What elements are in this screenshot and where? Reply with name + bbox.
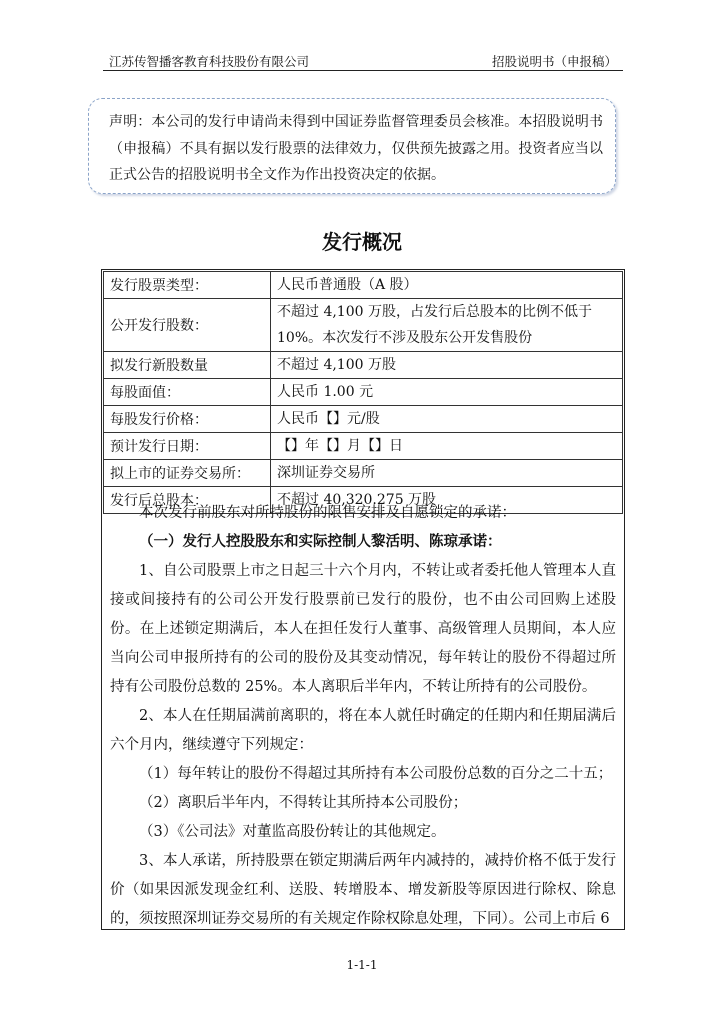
paragraph-3: 3、本人承诺，所持股票在锁定期满后两年内减持的，减持价格不低于发行价（如果因派发现金红利、送股、转增股本、增发新股等原因进行除权、除息的，须按照深圳证券交易所的有关规定作除权除息处理，下同）。公司上市后 6 [110,853,616,927]
intro-paragraph: 本次发行前股东对所持股份的限售安排及自愿锁定的承诺： [139,505,516,521]
row-value: 不超过 4,100 万股，占发行后总股本的比例不低于 10%。本次发行不涉及股东公开发售股份 [271,299,623,352]
row-value: 不超过 4,100 万股 [271,352,623,379]
row-label: 每股面值： [104,379,271,406]
table-row [104,352,623,379]
header-company: 江苏传智播客教育科技股份有限公司 [109,54,310,69]
row-label: 公开发行股数： [104,299,271,352]
row-value: 深圳证券交易所 [271,460,623,487]
row-label: 发行股票类型： [104,272,271,299]
page-title: 发行概况 [322,230,402,254]
paragraph-2-item-1: （1）每年转让的股份不得超过其所持有本公司股份总数的百分之二十五； [139,766,613,782]
header-document: 招股说明书（申报稿） [491,54,617,69]
row-value: 人民币【】元/股 [271,406,623,433]
section-heading: （一）发行人控股股东和实际控制人黎活明、陈琼承诺： [139,534,502,550]
table-row [104,460,623,487]
disclaimer-box: 声明：本公司的发行申请尚未得到中国证券监督管理委员会核准。本招股说明书（申报稿）不具有据以发行股票的法律效力，仅供预先披露之用。投资者应当以正式公告的招股说明书全文作为作出投资决定的依据。 [88,98,616,194]
paragraph-2: 2、本人在任期届满前离职的，将在本人就任时确定的任期内和任期届满后六个月内，继续遵守下列规定： [110,708,616,753]
table-row [104,433,623,460]
commitment-text [110,499,616,934]
row-value: 人民币普通股（A 股） [271,272,623,299]
row-value: 【】年【】月【】日 [271,433,623,460]
table-row [104,272,623,299]
row-label: 预计发行日期： [104,433,271,460]
row-value: 人民币 1.00 元 [271,379,623,406]
row-label: 拟发行新股数量 [104,352,271,379]
row-label: 拟上市的证券交易所： [104,460,271,487]
issuance-table [103,271,623,514]
row-label: 发行后总股本： [104,487,271,514]
paragraph-2-item-2: （2）离职后半年内，不得转让其所持本公司股份； [139,795,468,811]
page-number: 1-1-1 [346,958,378,972]
paragraph-1: 1、自公司股票上市之日起三十六个月内，不转让或者委托他人管理本人直接或间接持有的公司公开发行股票前已发行的股份，也不由公司回购上述股份。在上述锁定期满后，本人在担任发行人董事、高级管理人员期间，本人应当向公司申报所持有的公司的股份及其变动情况，每年转让的股份不得超过所持有公司股份总数的 25%。本人离职后半年内，不转让所持有的公司股份。 [110,563,616,695]
table-row [104,406,623,433]
row-label: 每股发行价格： [104,406,271,433]
row-value: 不超过 40,320.275 万股 [271,487,623,514]
table-row [104,299,623,352]
table-row [104,379,623,406]
page-header [103,52,623,71]
paragraph-2-item-3: （3）《公司法》对董监高股份转让的其他规定。 [139,824,446,840]
